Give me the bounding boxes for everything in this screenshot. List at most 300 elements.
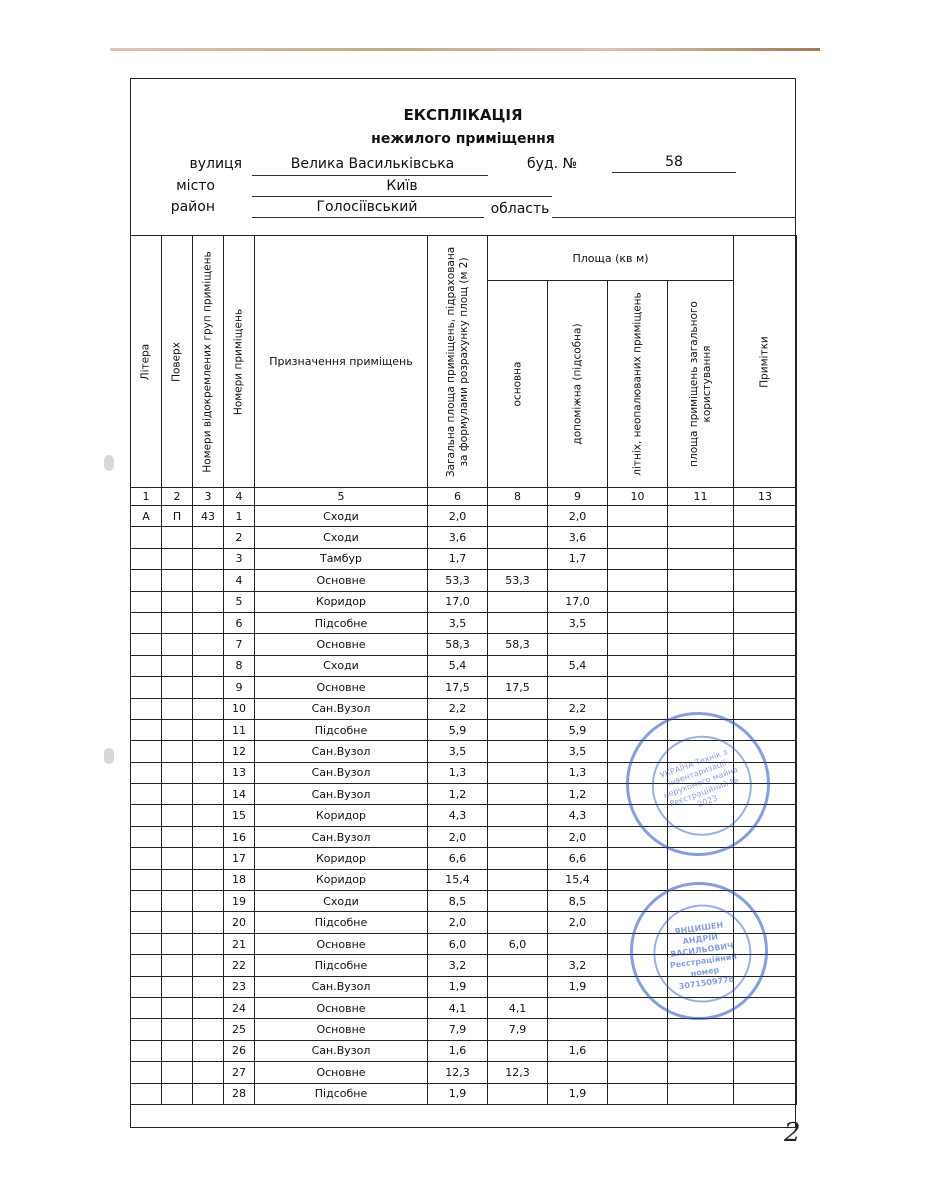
- cell-total: 1,2: [428, 784, 488, 805]
- cell-total: 7,9: [428, 1019, 488, 1040]
- header-area-group: Площа (кв м): [488, 236, 734, 281]
- cell-aux: 8,5: [548, 891, 608, 912]
- building-underline: [612, 172, 736, 173]
- cell-litera: [131, 826, 162, 847]
- column-number: 3: [193, 488, 224, 506]
- cell-summer: [608, 848, 668, 869]
- cell-litera: [131, 805, 162, 826]
- cell-no: 5: [224, 591, 255, 612]
- cell-total: 3,5: [428, 741, 488, 762]
- cell-notes: [734, 634, 797, 655]
- header-purpose: Призначення приміщень: [255, 236, 428, 488]
- cell-notes: [734, 570, 797, 591]
- cell-no: 10: [224, 698, 255, 719]
- cell-total: 4,1: [428, 997, 488, 1018]
- cell-purpose: Сходи: [255, 891, 428, 912]
- cell-group: [193, 591, 224, 612]
- header-common: площа приміщень загального користування: [668, 281, 734, 488]
- cell-total: 2,0: [428, 912, 488, 933]
- cell-litera: [131, 570, 162, 591]
- cell-summer: [608, 1019, 668, 1040]
- cell-common: [668, 548, 734, 569]
- cell-floor: [162, 976, 193, 997]
- table-row: [131, 1019, 797, 1040]
- cell-purpose: Сходи: [255, 506, 428, 527]
- cell-group: [193, 997, 224, 1018]
- cell-group: [193, 784, 224, 805]
- column-number: 2: [162, 488, 193, 506]
- scan-top-edge: [110, 48, 820, 51]
- column-number: 9: [548, 488, 608, 506]
- cell-group: [193, 826, 224, 847]
- cell-no: 25: [224, 1019, 255, 1040]
- cell-floor: [162, 805, 193, 826]
- cell-total: 1,9: [428, 976, 488, 997]
- cell-litera: [131, 612, 162, 633]
- cell-floor: [162, 912, 193, 933]
- cell-group: [193, 655, 224, 676]
- column-number: 1: [131, 488, 162, 506]
- cell-aux: [548, 1019, 608, 1040]
- cell-purpose: Підсобне: [255, 1083, 428, 1104]
- cell-no: 27: [224, 1062, 255, 1083]
- document-title: ЕКСПЛІКАЦІЯ: [403, 106, 523, 124]
- cell-group: [193, 527, 224, 548]
- header-notes: Примітки: [734, 236, 797, 488]
- cell-floor: [162, 634, 193, 655]
- cell-purpose: Основне: [255, 933, 428, 954]
- column-number: 13: [734, 488, 797, 506]
- cell-total: 17,0: [428, 591, 488, 612]
- cell-summer: [608, 1083, 668, 1104]
- cell-no: 11: [224, 719, 255, 740]
- cell-litera: [131, 869, 162, 890]
- street-underline: [252, 175, 488, 176]
- region-label: область: [490, 201, 550, 217]
- column-number: 4: [224, 488, 255, 506]
- cell-total: 1,7: [428, 548, 488, 569]
- cell-common: [668, 527, 734, 548]
- cell-purpose: Сан.Вузол: [255, 976, 428, 997]
- cell-floor: [162, 612, 193, 633]
- cell-group: [193, 976, 224, 997]
- header-total-area: Загальна площа приміщень, підрахована за формулами розрахунку площ (м 2): [428, 236, 488, 488]
- cell-purpose: Підсобне: [255, 612, 428, 633]
- personal-seal: ЯНЦИШЕН АНДРІЙ ВАСИЛЬОВИЧ Реєстраційний номер 3071509778: [621, 873, 777, 1029]
- cell-main: [488, 698, 548, 719]
- cell-purpose: Тамбур: [255, 548, 428, 569]
- cell-purpose: Сан.Вузол: [255, 762, 428, 783]
- cell-floor: [162, 527, 193, 548]
- cell-litera: [131, 762, 162, 783]
- cell-purpose: Основне: [255, 677, 428, 698]
- cell-aux: [548, 933, 608, 954]
- cell-notes: [734, 869, 797, 890]
- cell-litera: [131, 955, 162, 976]
- cell-purpose: Сан.Вузол: [255, 1040, 428, 1061]
- cell-floor: [162, 719, 193, 740]
- cell-main: [488, 955, 548, 976]
- cell-summer: [608, 869, 668, 890]
- cell-litera: [131, 741, 162, 762]
- cell-common: [668, 1062, 734, 1083]
- cell-purpose: Сан.Вузол: [255, 698, 428, 719]
- cell-summer: [608, 591, 668, 612]
- district-underline: [252, 217, 484, 218]
- city-value: Київ: [386, 178, 418, 194]
- cell-group: [193, 677, 224, 698]
- cell-purpose: Основне: [255, 570, 428, 591]
- district-label: район: [170, 199, 215, 215]
- cell-aux: 2,2: [548, 698, 608, 719]
- cell-no: 4: [224, 570, 255, 591]
- cell-total: 3,2: [428, 955, 488, 976]
- cell-notes: [734, 506, 797, 527]
- cell-floor: [162, 869, 193, 890]
- cell-no: 23: [224, 976, 255, 997]
- cell-common: [668, 677, 734, 698]
- cell-floor: [162, 997, 193, 1018]
- cell-aux: 5,4: [548, 655, 608, 676]
- cell-aux: 3,6: [548, 527, 608, 548]
- cell-no: 22: [224, 955, 255, 976]
- cell-floor: [162, 741, 193, 762]
- cell-main: [488, 1083, 548, 1104]
- cell-aux: [548, 634, 608, 655]
- cell-no: 9: [224, 677, 255, 698]
- cell-main: 6,0: [488, 933, 548, 954]
- cell-main: [488, 976, 548, 997]
- cell-common: [668, 634, 734, 655]
- cell-no: 17: [224, 848, 255, 869]
- cell-total: 12,3: [428, 1062, 488, 1083]
- cell-floor: [162, 1019, 193, 1040]
- cell-summer: [608, 1062, 668, 1083]
- cell-notes: [734, 1019, 797, 1040]
- street-value: Велика Васильківська: [290, 156, 455, 172]
- cell-no: 18: [224, 869, 255, 890]
- cell-main: 17,5: [488, 677, 548, 698]
- cell-litera: [131, 591, 162, 612]
- cell-litera: [131, 976, 162, 997]
- cell-litera: [131, 527, 162, 548]
- cell-main: 7,9: [488, 1019, 548, 1040]
- cell-no: 7: [224, 634, 255, 655]
- cell-no: 15: [224, 805, 255, 826]
- cell-total: 17,5: [428, 677, 488, 698]
- cell-purpose: Коридор: [255, 805, 428, 826]
- cell-group: [193, 1040, 224, 1061]
- cell-floor: [162, 677, 193, 698]
- cell-notes: [734, 612, 797, 633]
- cell-main: [488, 527, 548, 548]
- cell-group: [193, 762, 224, 783]
- cell-common: [668, 1040, 734, 1061]
- cell-litera: [131, 634, 162, 655]
- cell-main: [488, 869, 548, 890]
- cell-floor: [162, 955, 193, 976]
- cell-floor: [162, 1040, 193, 1061]
- cell-main: [488, 848, 548, 869]
- cell-purpose: Сан.Вузол: [255, 784, 428, 805]
- cell-main: 4,1: [488, 997, 548, 1018]
- cell-no: 3: [224, 548, 255, 569]
- cell-no: 13: [224, 762, 255, 783]
- cell-main: [488, 1040, 548, 1061]
- header-litera: Літера: [131, 236, 162, 488]
- cell-total: 2,0: [428, 826, 488, 847]
- cell-total: 3,5: [428, 612, 488, 633]
- cell-summer: [608, 527, 668, 548]
- cell-main: [488, 591, 548, 612]
- cell-summer: [608, 506, 668, 527]
- cell-common: [668, 570, 734, 591]
- table-row: [131, 1083, 797, 1104]
- cell-floor: П: [162, 506, 193, 527]
- cell-group: [193, 741, 224, 762]
- cell-floor: [162, 762, 193, 783]
- cell-no: 6: [224, 612, 255, 633]
- cell-litera: [131, 1040, 162, 1061]
- cell-aux: 5,9: [548, 719, 608, 740]
- cell-purpose: Коридор: [255, 848, 428, 869]
- cell-floor: [162, 698, 193, 719]
- cell-no: 19: [224, 891, 255, 912]
- header-room-numbers: Номери приміщень: [224, 236, 255, 488]
- header-floor: Поверх: [162, 236, 193, 488]
- cell-main: [488, 548, 548, 569]
- cell-purpose: Сходи: [255, 655, 428, 676]
- cell-no: 14: [224, 784, 255, 805]
- cell-no: 2: [224, 527, 255, 548]
- cell-total: 6,0: [428, 933, 488, 954]
- cell-main: [488, 784, 548, 805]
- cell-aux: 15,4: [548, 869, 608, 890]
- cell-aux: 1,6: [548, 1040, 608, 1061]
- cell-group: [193, 933, 224, 954]
- column-number-row: [131, 488, 797, 506]
- column-number: 8: [488, 488, 548, 506]
- cell-purpose: Підсобне: [255, 912, 428, 933]
- cell-litera: [131, 1083, 162, 1104]
- cell-notes: [734, 527, 797, 548]
- cell-group: [193, 1019, 224, 1040]
- cell-main: 12,3: [488, 1062, 548, 1083]
- header-auxiliary: допоміжна (підсобна): [548, 281, 608, 488]
- cell-floor: [162, 891, 193, 912]
- cell-litera: [131, 933, 162, 954]
- table-row: [131, 591, 797, 612]
- cell-group: [193, 1083, 224, 1104]
- cell-aux: 2,0: [548, 912, 608, 933]
- table-row: [131, 527, 797, 548]
- cell-main: [488, 741, 548, 762]
- cell-aux: 1,9: [548, 1083, 608, 1104]
- cell-total: 1,3: [428, 762, 488, 783]
- cell-aux: 1,7: [548, 548, 608, 569]
- cell-floor: [162, 548, 193, 569]
- page-number: 2: [784, 1118, 801, 1148]
- cell-purpose: Сходи: [255, 527, 428, 548]
- city-label: місто: [176, 178, 215, 194]
- cell-main: [488, 826, 548, 847]
- cell-purpose: Коридор: [255, 591, 428, 612]
- column-number: 6: [428, 488, 488, 506]
- cell-purpose: Коридор: [255, 869, 428, 890]
- cell-common: [668, 506, 734, 527]
- cell-common: [668, 1019, 734, 1040]
- column-number: 11: [668, 488, 734, 506]
- cell-aux: 2,0: [548, 506, 608, 527]
- cell-total: 8,5: [428, 891, 488, 912]
- cell-total: 58,3: [428, 634, 488, 655]
- cell-aux: [548, 1062, 608, 1083]
- cell-main: [488, 612, 548, 633]
- cell-purpose: Основне: [255, 1019, 428, 1040]
- cell-notes: [734, 698, 797, 719]
- cell-purpose: Підсобне: [255, 955, 428, 976]
- cell-litera: [131, 784, 162, 805]
- cell-summer: [608, 570, 668, 591]
- cell-group: [193, 869, 224, 890]
- cell-total: 1,9: [428, 1083, 488, 1104]
- cell-common: [668, 612, 734, 633]
- cell-summer: [608, 612, 668, 633]
- cell-group: [193, 1062, 224, 1083]
- cell-summer: [608, 698, 668, 719]
- cell-floor: [162, 848, 193, 869]
- city-underline: [252, 196, 552, 197]
- cell-summer: [608, 548, 668, 569]
- cell-notes: [734, 1040, 797, 1061]
- cell-aux: 1,9: [548, 976, 608, 997]
- cell-no: 21: [224, 933, 255, 954]
- cell-main: [488, 912, 548, 933]
- table-row: [131, 634, 797, 655]
- cell-purpose: Основне: [255, 997, 428, 1018]
- cell-litera: А: [131, 506, 162, 527]
- cell-no: 12: [224, 741, 255, 762]
- cell-common: [668, 1083, 734, 1104]
- cell-notes: [734, 591, 797, 612]
- cell-main: [488, 655, 548, 676]
- table-row: [131, 548, 797, 569]
- cell-aux: 1,2: [548, 784, 608, 805]
- district-value: Голосіївський: [316, 199, 418, 215]
- cell-total: 3,6: [428, 527, 488, 548]
- cell-litera: [131, 997, 162, 1018]
- cell-litera: [131, 912, 162, 933]
- table-row: [131, 1062, 797, 1083]
- cell-floor: [162, 784, 193, 805]
- cell-purpose: Сан.Вузол: [255, 741, 428, 762]
- cell-litera: [131, 1062, 162, 1083]
- cell-purpose: Підсобне: [255, 719, 428, 740]
- cell-no: 28: [224, 1083, 255, 1104]
- cell-floor: [162, 826, 193, 847]
- cell-litera: [131, 891, 162, 912]
- cell-group: [193, 848, 224, 869]
- cell-notes: [734, 848, 797, 869]
- registration-stamp: УКРАЇНА Технік з інвентаризації нерухомого майна Реєстраційний № 2023: [606, 692, 791, 877]
- cell-no: 16: [224, 826, 255, 847]
- header-main: основна: [488, 281, 548, 488]
- cell-floor: [162, 1083, 193, 1104]
- cell-total: 4,3: [428, 805, 488, 826]
- cell-summer: [608, 1040, 668, 1061]
- cell-aux: 3,5: [548, 741, 608, 762]
- cell-group: [193, 805, 224, 826]
- cell-aux: [548, 677, 608, 698]
- cell-aux: 4,3: [548, 805, 608, 826]
- cell-no: 20: [224, 912, 255, 933]
- cell-floor: [162, 655, 193, 676]
- cell-aux: [548, 570, 608, 591]
- cell-group: [193, 955, 224, 976]
- table-row: [131, 1040, 797, 1061]
- header-summer: літніх, неопалюваних приміщень: [608, 281, 668, 488]
- cell-main: [488, 719, 548, 740]
- cell-main: [488, 805, 548, 826]
- cell-total: 2,2: [428, 698, 488, 719]
- cell-group: [193, 891, 224, 912]
- street-label: вулиця: [189, 156, 242, 172]
- document-subtitle: нежилого приміщення: [371, 131, 555, 147]
- cell-common: [668, 655, 734, 676]
- cell-common: [668, 591, 734, 612]
- punch-hole: [104, 748, 114, 764]
- cell-no: 24: [224, 997, 255, 1018]
- cell-aux: 2,0: [548, 826, 608, 847]
- cell-main: 53,3: [488, 570, 548, 591]
- cell-summer: [608, 655, 668, 676]
- cell-notes: [734, 1083, 797, 1104]
- cell-total: 53,3: [428, 570, 488, 591]
- cell-notes: [734, 548, 797, 569]
- cell-purpose: Основне: [255, 634, 428, 655]
- table-row: [131, 655, 797, 676]
- cell-main: 58,3: [488, 634, 548, 655]
- cell-litera: [131, 548, 162, 569]
- cell-aux: 17,0: [548, 591, 608, 612]
- cell-notes: [734, 1062, 797, 1083]
- cell-litera: [131, 848, 162, 869]
- cell-litera: [131, 719, 162, 740]
- punch-hole: [104, 455, 114, 471]
- cell-group: [193, 634, 224, 655]
- cell-no: 26: [224, 1040, 255, 1061]
- cell-purpose: Сан.Вузол: [255, 826, 428, 847]
- cell-litera: [131, 698, 162, 719]
- cell-main: [488, 891, 548, 912]
- header-group-numbers: Номери відокремлених груп приміщень: [193, 236, 224, 488]
- cell-group: [193, 912, 224, 933]
- cell-group: [193, 719, 224, 740]
- cell-total: 2,0: [428, 506, 488, 527]
- cell-total: 5,9: [428, 719, 488, 740]
- column-number: 10: [608, 488, 668, 506]
- cell-notes: [734, 655, 797, 676]
- building-value: 58: [665, 154, 683, 170]
- cell-group: [193, 698, 224, 719]
- cell-no: 1: [224, 506, 255, 527]
- cell-floor: [162, 933, 193, 954]
- cell-litera: [131, 677, 162, 698]
- building-label: буд. №: [526, 156, 578, 172]
- cell-floor: [162, 591, 193, 612]
- cell-main: [488, 506, 548, 527]
- cell-main: [488, 762, 548, 783]
